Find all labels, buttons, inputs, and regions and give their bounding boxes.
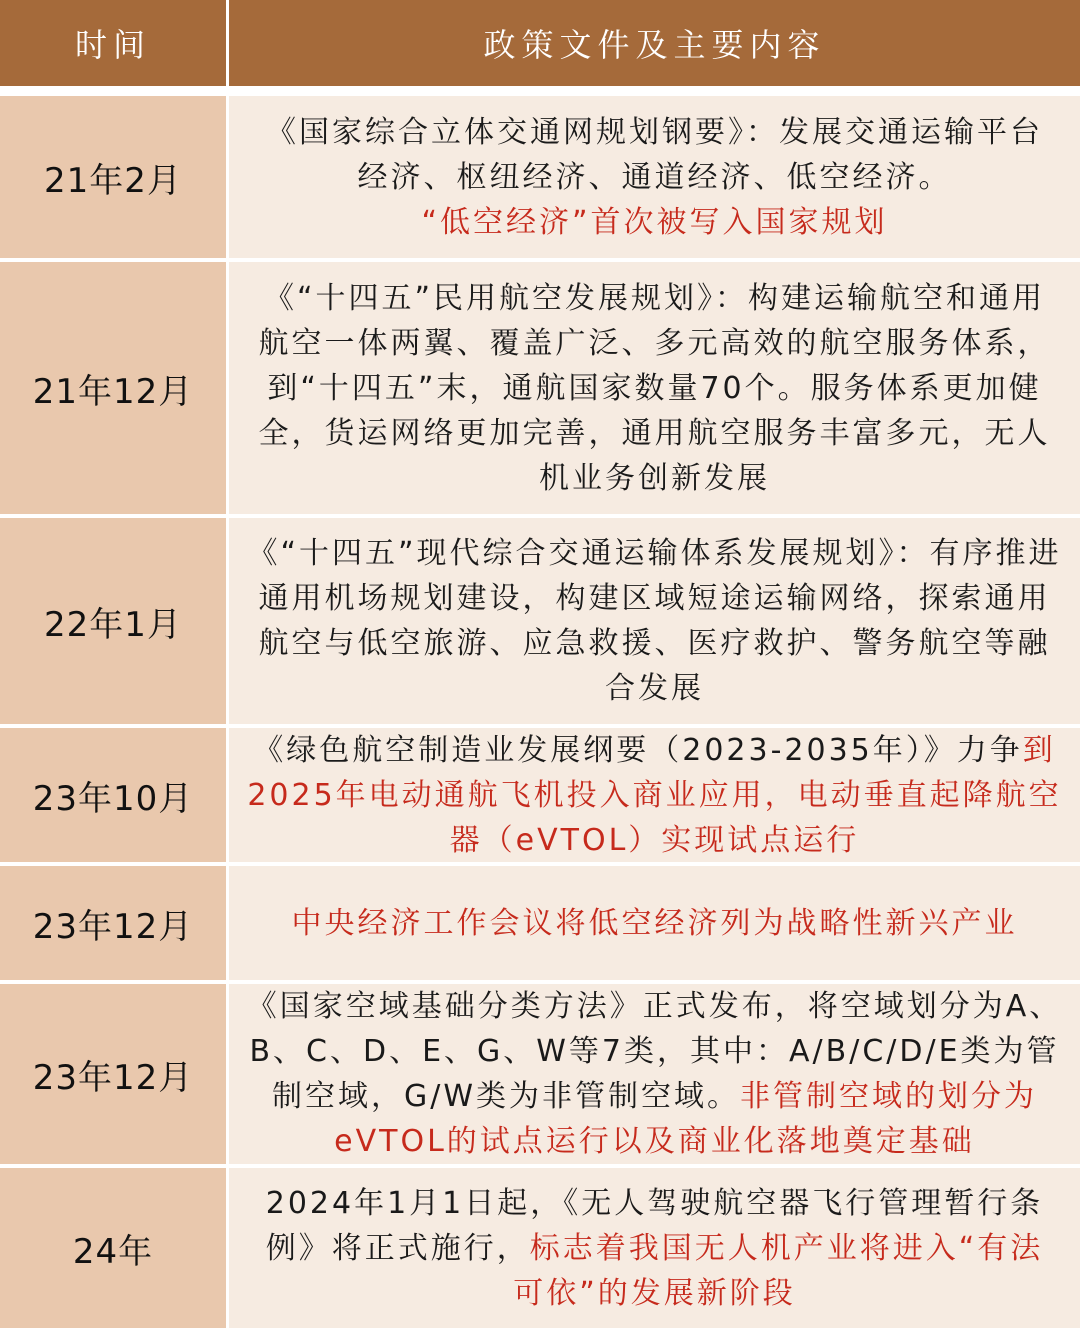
row-content: [229, 518, 1080, 724]
row-time: 22年1月: [0, 518, 226, 724]
table-row: [0, 262, 1080, 514]
row-text-highlight: 非管制空域的划分为eVTOL的试点运行以及商业化落地奠定基础: [334, 1079, 1038, 1159]
row-text-main: 《国家空域基础分类方法》正式发布，将空域划分为A、B、C、D、E、G、W等7类，其中：A/B/C/D/E类为管制空域，G/W类为非管制空域。: [246, 989, 1063, 1114]
table-row: [0, 518, 1080, 724]
row-content: [229, 1168, 1080, 1328]
row-text-highlight: 中央经济工作会议将低空经济列为战略性新兴产业: [291, 905, 1018, 941]
row-text: 《“十四五”民用航空发展规划》：构建运输航空和通用航空一体两翼、覆盖广泛、多元高效的航空服务体系，到“十四五”末，通航国家数量70个。服务体系更加健全，货运网络更加完善，通用航空服务丰富多元，无人机业务创新发展: [258, 280, 1051, 496]
row-text: [243, 984, 1066, 1164]
header-time: 时间: [0, 0, 226, 86]
row-content: [229, 984, 1080, 1164]
row-text: [255, 110, 1055, 245]
row-text: 《“十四五”现代综合交通运输体系发展规划》：有序推进通用机场规划建设，构建区域短途运输网络，探索通用航空与低空旅游、应急救援、医疗救护、警务航空等融合发展: [247, 536, 1062, 706]
row-text-main: 《国家综合立体交通网规划钢要》：发展交通运输平台经济、枢纽经济、通道经济、低空经济。: [266, 114, 1043, 195]
row-text-highlight: 到2025年电动通航飞机投入商业应用，电动垂直起降航空器（eVTOL）实现试点运行: [247, 732, 1062, 858]
row-content: [229, 262, 1080, 514]
row-text-highlight: 标志着我国无人机产业将进入“有法可依”的发展新阶段: [513, 1230, 1044, 1311]
row-time: 23年12月: [0, 866, 226, 980]
row-content: [229, 866, 1080, 980]
row-content: [229, 96, 1080, 258]
row-time: 23年12月: [0, 984, 226, 1164]
row-text: [255, 901, 1055, 946]
row-text-main: 《绿色航空制造业发展纲要（2023-2035年）》力争: [253, 732, 1023, 768]
table-row: [0, 728, 1080, 862]
table-row: [0, 96, 1080, 258]
table-header: [0, 0, 1080, 86]
header-content: 政策文件及主要内容: [229, 0, 1080, 86]
row-text-main: 2024年1月1日起，《无人驾驶航空器飞行管理暂行条例》将正式施行，: [265, 1185, 1044, 1266]
row-text-highlight: “低空经济”首次被写入国家规划: [421, 204, 888, 240]
table-row: [0, 866, 1080, 980]
row-text: [243, 728, 1066, 863]
row-content: [229, 728, 1080, 862]
row-time: 21年12月: [0, 262, 226, 514]
row-text: [255, 1181, 1055, 1316]
row-time: 23年10月: [0, 728, 226, 862]
table-row: [0, 984, 1080, 1164]
table-row: [0, 1168, 1080, 1328]
row-time: 21年2月: [0, 96, 226, 258]
row-time: 24年: [0, 1168, 226, 1328]
